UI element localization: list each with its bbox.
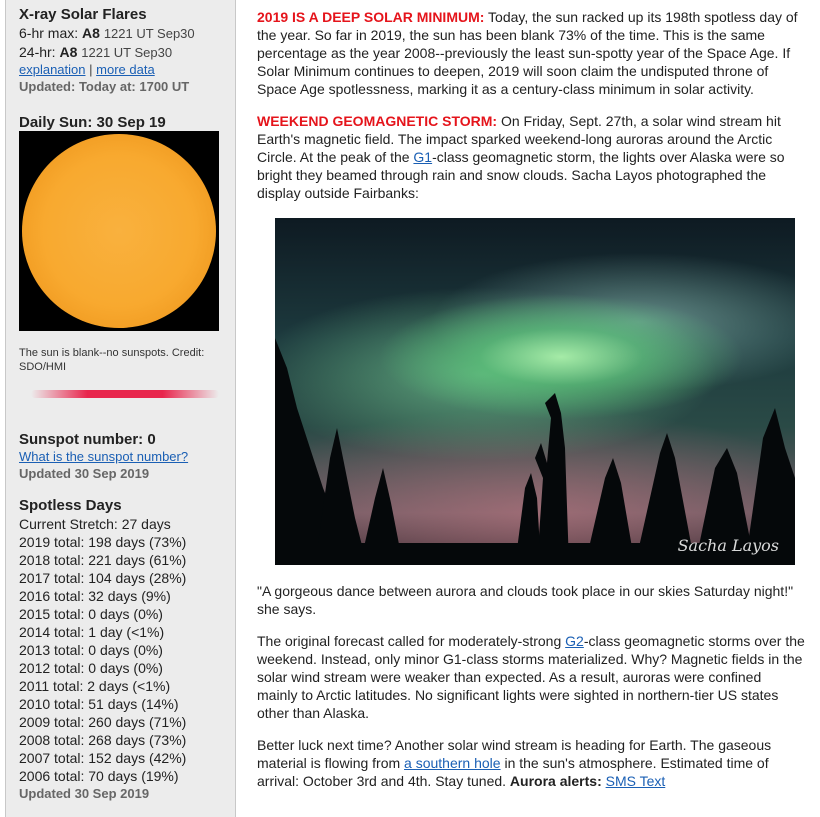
more-data-link[interactable]: more data xyxy=(96,62,155,77)
link-separator: | xyxy=(89,62,93,77)
spotless-days-panel xyxy=(19,497,229,803)
g2-link[interactable]: G2 xyxy=(565,633,584,649)
headline-solar-minimum: 2019 IS A DEEP SOLAR MINIMUM: xyxy=(257,9,485,25)
divider-bar xyxy=(31,390,219,398)
year-total: 2009 total: 260 days (71%) xyxy=(19,714,187,730)
year-total: 2010 total: 51 days (14%) xyxy=(19,696,179,712)
southern-hole-link[interactable]: a southern hole xyxy=(404,755,501,771)
sunspot-panel xyxy=(19,431,229,483)
daily-sun-image[interactable] xyxy=(19,131,219,331)
sunspot-updated: Updated 30 Sep 2019 xyxy=(19,466,150,481)
xray-24hr-time: 1221 UT Sep30 xyxy=(81,45,173,60)
forecast-paragraph xyxy=(257,632,805,722)
spotless-title: Spotless Days xyxy=(19,497,122,514)
daily-sun-caption: The sun is blank--no sunspots. Credit: SDO/HMI xyxy=(19,347,205,373)
xray-6hr-time: 1221 UT Sep30 xyxy=(103,26,195,41)
daily-sun-caption-block xyxy=(19,346,229,374)
sunspot-link-row xyxy=(19,449,229,465)
left-sidebar xyxy=(5,0,236,817)
article-body: The original forecast called for moderately-strong xyxy=(257,633,566,649)
year-total: 2008 total: 268 days (73%) xyxy=(19,732,187,748)
year-total: 2011 total: 2 days (<1%) xyxy=(19,678,171,694)
year-total: 2007 total: 152 days (42%) xyxy=(19,750,187,766)
year-total: 2017 total: 104 days (28%) xyxy=(19,570,187,586)
year-total: 2016 total: 32 days (9%) xyxy=(19,588,171,604)
year-total: 2019 total: 198 days (73%) xyxy=(19,534,187,550)
article-body: Today, the sun racked up its 198th spotless day of the year. So far in 2019, the sun has been blank 73% of the time. This is the same percentage as the year 2008--previously the least sun-spotty year of the Space Age. If Solar Minimum continues to deepen, 2019 will soon claim the undisputed throne of Space Age spotlessness, marking it as a century-class minimum in solar activity. xyxy=(257,9,798,97)
g1-link[interactable]: G1 xyxy=(413,149,433,165)
year-total: 2018 total: 221 days (61%) xyxy=(19,552,187,568)
sunspot-title: Sunspot number: 0 xyxy=(19,431,156,448)
xray-24hr-class: A8 xyxy=(59,44,78,60)
sunspot-number-link[interactable]: What is the sunspot number? xyxy=(19,449,189,464)
xray-flares-panel xyxy=(19,6,229,96)
daily-sun-heading-block xyxy=(19,114,229,132)
outlook-paragraph xyxy=(257,736,805,790)
year-total: 2013 total: 0 days (0%) xyxy=(19,642,163,658)
xray-links xyxy=(19,62,229,78)
year-total: 2012 total: 0 days (0%) xyxy=(19,660,163,676)
article-body: -class geomagnetic storm, the lights over Alaska were so bright they beamed through rain and snow clouds. Sacha Layos photographed the display outside Fairbanks: xyxy=(257,149,785,201)
aurora-photo[interactable] xyxy=(275,218,795,565)
current-stretch: Current Stretch: 27 days xyxy=(19,516,171,532)
year-total: 2014 total: 1 day (<1%) xyxy=(19,624,165,640)
xray-6hr-label: 6-hr max: xyxy=(19,25,79,41)
quote-paragraph: "A gorgeous dance between aurora and clouds took place in our skies Saturday night!" she says. xyxy=(257,583,794,617)
daily-sun-title: Daily Sun: 30 Sep 19 xyxy=(19,114,166,131)
article-body: On Friday, Sept. 27th, a solar wind stream hit Earth's magnetic field. The impact sparked weekend-long auroras around the Arctic Circle. At the peak of the xyxy=(257,113,781,165)
article-body: -class geomagnetic storms over the weekend. Instead, only minor G1-class storms materialized. Why? Magnetic fields in the solar wind stream were weaker than expected. As a result, auroras were confined mainly to Arctic latitudes. No significant lights were sighted in northern-tier US states other than Alaska. xyxy=(257,633,805,721)
xray-title: X-ray Solar Flares xyxy=(19,6,147,23)
sun-disk xyxy=(22,134,216,328)
sms-text-link[interactable]: SMS Text xyxy=(605,773,666,789)
photo-credit: Sacha Layos xyxy=(677,536,779,555)
article-solar-minimum xyxy=(257,8,805,98)
xray-6hr-class: A8 xyxy=(82,25,100,41)
xray-updated: Updated: Today at: 1700 UT xyxy=(19,79,190,94)
year-total: 2006 total: 70 days (19%) xyxy=(19,768,179,784)
xray-24hr-label: 24-hr: xyxy=(19,44,56,60)
explanation-link[interactable]: explanation xyxy=(19,62,86,77)
main-content xyxy=(257,8,805,804)
article-body: Better luck next time? Another solar wind stream is heading for Earth. The gaseous material is flowing from xyxy=(257,737,772,771)
spotless-updated: Updated 30 Sep 2019 xyxy=(19,786,150,801)
aurora-alerts-label: Aurora alerts: xyxy=(509,773,602,789)
article-geomagnetic-storm xyxy=(257,112,805,202)
xray-24hr-row xyxy=(19,43,229,62)
headline-geomagnetic-storm: WEEKEND GEOMAGNETIC STORM: xyxy=(257,113,498,129)
article-body: in the sun's atmosphere. Estimated time of arrival: October 3rd and 4th. Stay tuned. xyxy=(257,755,769,789)
xray-6hr-row xyxy=(19,24,229,43)
year-total: 2015 total: 0 days (0%) xyxy=(19,606,163,622)
tree-silhouettes xyxy=(275,218,795,565)
